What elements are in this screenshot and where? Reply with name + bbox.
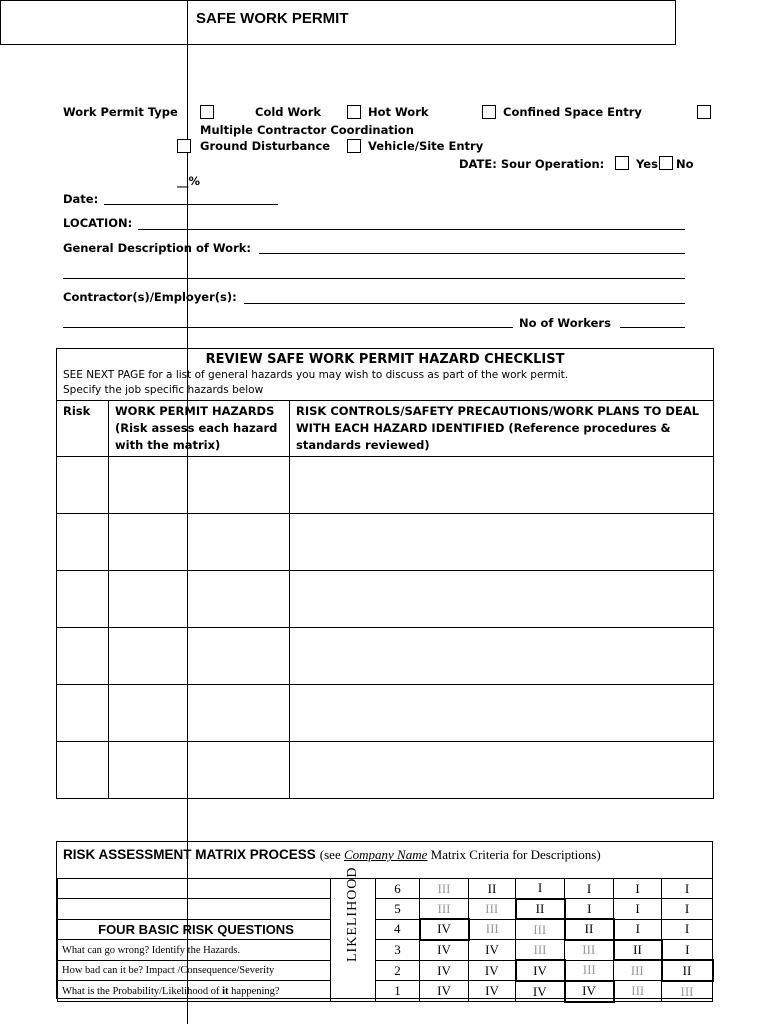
matrix-cell: III: [420, 899, 469, 920]
matrix-cell: II: [516, 899, 565, 920]
checklist-subtitle-1: SEE NEXT PAGE for a list of general hazards you may wish to discuss as part of the work permit.: [63, 369, 569, 381]
confined-space-label: Confined Space Entry: [503, 105, 642, 119]
hazard-row: [57, 571, 714, 628]
cold-work-checkbox[interactable]: [200, 105, 214, 119]
risk-matrix-box: [56, 841, 713, 999]
matrix-cell: IV: [516, 981, 565, 1002]
ground-disturbance-checkbox[interactable]: [177, 139, 191, 153]
hazard-row: [57, 742, 714, 799]
matrix-cell: IV: [469, 960, 516, 981]
question-2: How bad can it be? Impact /Consequence/Severity: [58, 960, 331, 981]
vehicle-site-checkbox[interactable]: [347, 139, 361, 153]
questions-heading: FOUR BASIC RISK QUESTIONS: [58, 919, 331, 940]
ground-disturbance-label: Ground Disturbance: [200, 139, 331, 153]
matrix-cell: IV: [469, 981, 516, 1002]
description-field-line[interactable]: [259, 253, 685, 254]
question-3-it: it: [222, 985, 229, 997]
matrix-cell: I: [565, 899, 614, 920]
matrix-cell: I: [565, 879, 614, 899]
question-3-post: happening?: [228, 985, 280, 997]
hazard-row: [57, 457, 714, 514]
matrix-cell: III: [420, 879, 469, 899]
controls-cell[interactable]: [290, 628, 714, 685]
matrix-cell: II: [614, 940, 662, 961]
matrix-cell: I: [662, 899, 713, 920]
controls-cell[interactable]: [290, 457, 714, 514]
hazard-row: [57, 685, 714, 742]
location-label: LOCATION:: [63, 216, 133, 230]
hazard-cell[interactable]: [109, 457, 290, 514]
date-label: Date:: [63, 192, 99, 206]
risk-matrix-title-line: [63, 847, 601, 863]
contractors-field-line[interactable]: [244, 303, 685, 304]
likelihood-value: 3: [376, 940, 420, 961]
risk-cell[interactable]: [57, 457, 109, 514]
sour-no-checkbox[interactable]: [659, 156, 673, 170]
matrix-cell: IV: [420, 981, 469, 1002]
page-title: SAFE WORK PERMIT: [196, 10, 349, 27]
matrix-cell: IV: [420, 940, 469, 961]
checklist-title: REVIEW SAFE WORK PERMIT HAZARD CHECKLIST: [205, 352, 565, 367]
risk-cell[interactable]: [57, 628, 109, 685]
matrix-cell: III: [469, 899, 516, 920]
hazard-cell[interactable]: [109, 742, 290, 799]
sour-operation-label: DATE: Sour Operation:: [459, 157, 605, 171]
likelihood-value: 6: [376, 879, 420, 899]
matrix-cell: II: [565, 919, 614, 940]
matrix-cell: I: [516, 879, 565, 899]
matrix-cell: III: [516, 940, 565, 961]
cold-work-label: Cold Work: [255, 105, 322, 119]
description-label: General Description of Work:: [63, 241, 251, 255]
risk-cell[interactable]: [57, 685, 109, 742]
matrix-cell: IV: [565, 981, 614, 1002]
matrix-blank-cell: [58, 879, 331, 899]
sour-yes-checkbox[interactable]: [615, 156, 629, 170]
hazard-cell[interactable]: [109, 685, 290, 742]
matrix-cell: III: [614, 960, 662, 981]
description-field-line-2[interactable]: [63, 278, 685, 279]
likelihood-value: 2: [376, 960, 420, 981]
checklist-header: [57, 349, 714, 401]
matrix-cell: II: [662, 960, 713, 981]
company-name: Company Name: [343, 847, 428, 862]
vehicle-site-label: Vehicle/Site Entry: [368, 139, 484, 153]
col-controls-header: RISK CONTROLS/SAFETY PRECAUTIONS/WORK PLANS TO DEAL WITH EACH HAZARD IDENTIFIED (Reference procedures & standards reviewed): [290, 401, 714, 457]
percent-field[interactable]: __%: [177, 174, 201, 188]
header-box: [0, 0, 676, 45]
question-3: [58, 981, 331, 1002]
matrix-blank-cell: [58, 899, 331, 920]
hot-work-checkbox[interactable]: [347, 105, 361, 119]
risk-matrix-title-pre: (see: [319, 847, 344, 862]
matrix-cell: IV: [420, 919, 469, 940]
hazard-row: [57, 514, 714, 571]
matrix-cell: IV: [469, 940, 516, 961]
matrix-cell: III: [614, 981, 662, 1002]
hazard-row: [57, 628, 714, 685]
contractors-label: Contractor(s)/Employer(s):: [63, 290, 237, 304]
permit-type-label: Work Permit Type: [63, 105, 178, 119]
col-hazards-header: WORK PERMIT HAZARDS (Risk assess each hazard with the matrix): [109, 401, 290, 457]
likelihood-value: 5: [376, 899, 420, 920]
likelihood-axis: [331, 866, 376, 1002]
controls-cell[interactable]: [290, 571, 714, 628]
matrix-cell: III: [516, 919, 565, 940]
workers-field-line[interactable]: [620, 327, 685, 328]
checklist-subtitle-2: Specify the job specific hazards below: [63, 384, 264, 396]
matrix-cell: I: [614, 899, 662, 920]
risk-cell[interactable]: [57, 571, 109, 628]
workers-label: No of Workers: [519, 316, 611, 330]
location-field-line[interactable]: [138, 229, 685, 230]
matrix-cell: III: [565, 960, 614, 981]
likelihood-value: 4: [376, 919, 420, 940]
hazard-cell[interactable]: [109, 628, 290, 685]
date-field-line[interactable]: [104, 204, 278, 205]
sour-no-label: No: [676, 157, 694, 171]
matrix-cell: I: [662, 919, 713, 940]
matrix-cell: I: [614, 919, 662, 940]
question-3-pre: What is the Probability/Likelihood of: [62, 985, 223, 997]
hazard-cell[interactable]: [109, 514, 290, 571]
controls-cell[interactable]: [290, 742, 714, 799]
hazard-cell[interactable]: [109, 571, 290, 628]
risk-cell[interactable]: [57, 514, 109, 571]
risk-matrix-title: RISK ASSESSMENT MATRIX PROCESS: [63, 847, 316, 862]
risk-cell[interactable]: [57, 742, 109, 799]
matrix-cell: III: [565, 940, 614, 961]
controls-cell[interactable]: [290, 685, 714, 742]
contractors-field-line-2[interactable]: [63, 327, 513, 328]
matrix-cell: I: [662, 940, 713, 961]
matrix-cell: I: [662, 879, 713, 899]
sour-yes-label: Yes: [636, 157, 658, 171]
risk-matrix-table: [57, 866, 714, 1003]
question-1: What can go wrong? Identify the Hazards.: [58, 940, 331, 961]
matrix-cell: IV: [420, 960, 469, 981]
risk-matrix-title-post: Matrix Criteria for Descriptions): [427, 847, 601, 862]
matrix-cell: III: [662, 981, 713, 1002]
likelihood-label: LIKELIHOOD: [345, 866, 360, 963]
matrix-cell: III: [469, 919, 516, 940]
matrix-cell: I: [614, 879, 662, 899]
matrix-cell: II: [469, 879, 516, 899]
hazard-checklist-table: [56, 348, 714, 799]
controls-cell[interactable]: [290, 514, 714, 571]
likelihood-value: 1: [376, 981, 420, 1002]
confined-space-checkbox[interactable]: [482, 105, 496, 119]
col-risk-header: Risk: [57, 401, 109, 457]
hot-work-label: Hot Work: [368, 105, 429, 119]
multiple-contractor-label: Multiple Contractor Coordination: [200, 123, 414, 137]
multiple-contractor-checkbox[interactable]: [697, 105, 711, 119]
matrix-cell: IV: [516, 960, 565, 981]
